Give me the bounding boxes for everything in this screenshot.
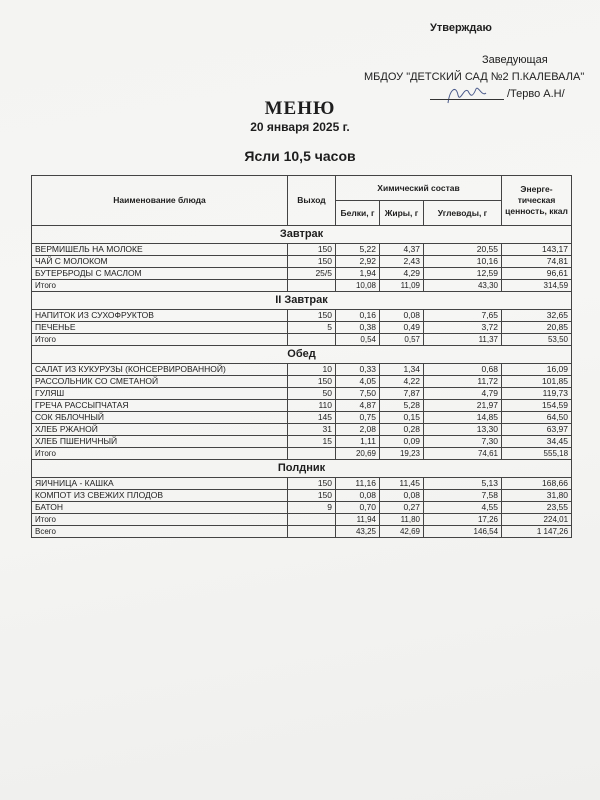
cell-carbs: 4,79: [424, 388, 502, 400]
cell-output: 5: [288, 322, 336, 334]
approval-signer: /Терво А.Н/: [507, 88, 565, 100]
table-row: [32, 244, 572, 256]
cell-output: 31: [288, 424, 336, 436]
cell-protein: 0,70: [336, 502, 380, 514]
total-energy: 224,01: [502, 514, 572, 526]
cell-protein: 5,22: [336, 244, 380, 256]
cell-fat: 0,09: [380, 436, 424, 448]
cell-output: 110: [288, 400, 336, 412]
cell-protein: 11,16: [336, 478, 380, 490]
cell-name: САЛАТ ИЗ КУКУРУЗЫ (КОНСЕРВИРОВАННОЙ): [32, 364, 288, 376]
cell-protein: 7,50: [336, 388, 380, 400]
cell-output: 150: [288, 310, 336, 322]
cell-carbs: 4,55: [424, 502, 502, 514]
table-row: [32, 424, 572, 436]
cell-energy: 16,09: [502, 364, 572, 376]
section-title: II Завтрак: [32, 292, 572, 310]
total-energy: 314,59: [502, 280, 572, 292]
header-chem: Химический состав: [336, 176, 502, 201]
cell-output: 150: [288, 376, 336, 388]
table-row: [32, 412, 572, 424]
page-title: МЕНЮ: [264, 98, 336, 119]
cell-output: 25/5: [288, 268, 336, 280]
cell-carbs: 11,72: [424, 376, 502, 388]
total-protein: 11,94: [336, 514, 380, 526]
cell-carbs: 7,30: [424, 436, 502, 448]
cell-energy: 74,81: [502, 256, 572, 268]
cell-protein: 2,92: [336, 256, 380, 268]
cell-protein: 0,33: [336, 364, 380, 376]
cell-carbs: 13,30: [424, 424, 502, 436]
approval-label: Утверждаю: [430, 22, 492, 34]
cell-fat: 0,08: [380, 310, 424, 322]
section-row: [32, 460, 572, 478]
table-row: [32, 478, 572, 490]
table-row: [32, 268, 572, 280]
total-fat: 11,09: [380, 280, 424, 292]
cell-carbs: 3,72: [424, 322, 502, 334]
cell-energy: 20,85: [502, 322, 572, 334]
cell-fat: 5,28: [380, 400, 424, 412]
cell-name: ПЕЧЕНЬЕ: [32, 322, 288, 334]
cell-name: ВЕРМИШЕЛЬ НА МОЛОКЕ: [32, 244, 288, 256]
section-title: Полдник: [32, 460, 572, 478]
total-row: [32, 280, 572, 292]
cell-carbs: 14,85: [424, 412, 502, 424]
header-output: Выход: [288, 176, 336, 226]
section-row: [32, 292, 572, 310]
cell-name: ХЛЕБ РЖАНОЙ: [32, 424, 288, 436]
cell-energy: 63,97: [502, 424, 572, 436]
table-row: [32, 256, 572, 268]
grand-total-label: Всего: [32, 526, 288, 538]
section-title: Завтрак: [32, 226, 572, 244]
total-protein: 0,54: [336, 334, 380, 346]
grand-total-output: [288, 526, 336, 538]
grand-total-energy: 1 147,26: [502, 526, 572, 538]
cell-output: 9: [288, 502, 336, 514]
section-row: [32, 226, 572, 244]
cell-name: ГУЛЯШ: [32, 388, 288, 400]
menu-date: 20 января 2025 г.: [250, 120, 350, 134]
cell-name: НАПИТОК ИЗ СУХОФРУКТОВ: [32, 310, 288, 322]
table-row: [32, 436, 572, 448]
total-row: [32, 514, 572, 526]
header-energy: Энерге-тическая ценность, ккал: [502, 176, 572, 226]
cell-protein: 2,08: [336, 424, 380, 436]
menu-table: [31, 175, 572, 538]
header-fat: Жиры, г: [380, 201, 424, 226]
cell-protein: 0,38: [336, 322, 380, 334]
cell-protein: 4,87: [336, 400, 380, 412]
cell-fat: 4,22: [380, 376, 424, 388]
cell-name: РАССОЛЬНИК СО СМЕТАНОЙ: [32, 376, 288, 388]
cell-name: ГРЕЧА РАССЫПЧАТАЯ: [32, 400, 288, 412]
cell-name: КОМПОТ ИЗ СВЕЖИХ ПЛОДОВ: [32, 490, 288, 502]
cell-energy: 34,45: [502, 436, 572, 448]
table-row: [32, 490, 572, 502]
cell-fat: 0,27: [380, 502, 424, 514]
cell-fat: 0,28: [380, 424, 424, 436]
cell-carbs: 5,13: [424, 478, 502, 490]
cell-carbs: 20,55: [424, 244, 502, 256]
total-label: Итого: [32, 334, 288, 346]
menu-subtitle: Ясли 10,5 часов: [244, 148, 356, 164]
cell-fat: 4,37: [380, 244, 424, 256]
total-carbs: 11,37: [424, 334, 502, 346]
cell-output: 150: [288, 256, 336, 268]
cell-name: ЯИЧНИЦА - КАШКА: [32, 478, 288, 490]
cell-energy: 64,50: [502, 412, 572, 424]
header-protein: Белки, г: [336, 201, 380, 226]
total-label: Итого: [32, 514, 288, 526]
total-output: [288, 514, 336, 526]
cell-energy: 96,61: [502, 268, 572, 280]
cell-fat: 1,34: [380, 364, 424, 376]
section-title: Обед: [32, 346, 572, 364]
cell-carbs: 21,97: [424, 400, 502, 412]
header-name: Наименование блюда: [32, 176, 288, 226]
cell-fat: 11,45: [380, 478, 424, 490]
approval-organization: МБДОУ "ДЕТСКИЙ САД №2 П.КАЛЕВАЛА": [364, 71, 585, 83]
cell-name: БУТЕРБРОДЫ С МАСЛОМ: [32, 268, 288, 280]
total-carbs: 17,26: [424, 514, 502, 526]
grand-total-row: [32, 526, 572, 538]
cell-energy: 143,17: [502, 244, 572, 256]
cell-fat: 0,15: [380, 412, 424, 424]
cell-fat: 0,49: [380, 322, 424, 334]
grand-total-carbs: 146,54: [424, 526, 502, 538]
cell-output: 150: [288, 478, 336, 490]
cell-carbs: 12,59: [424, 268, 502, 280]
cell-protein: 0,75: [336, 412, 380, 424]
table-row: [32, 388, 572, 400]
cell-output: 145: [288, 412, 336, 424]
cell-name: ЧАЙ С МОЛОКОМ: [32, 256, 288, 268]
table-row: [32, 502, 572, 514]
cell-output: 150: [288, 490, 336, 502]
section-row: [32, 346, 572, 364]
cell-protein: 1,94: [336, 268, 380, 280]
cell-name: СОК ЯБЛОЧНЫЙ: [32, 412, 288, 424]
total-protein: 10,08: [336, 280, 380, 292]
cell-output: 50: [288, 388, 336, 400]
total-carbs: 43,30: [424, 280, 502, 292]
total-fat: 11,80: [380, 514, 424, 526]
cell-carbs: 7,65: [424, 310, 502, 322]
table-row: [32, 310, 572, 322]
total-label: Итого: [32, 448, 288, 460]
cell-fat: 7,87: [380, 388, 424, 400]
cell-energy: 154,59: [502, 400, 572, 412]
cell-fat: 0,08: [380, 490, 424, 502]
header-carbs: Углеводы, г: [424, 201, 502, 226]
total-label: Итого: [32, 280, 288, 292]
table-row: [32, 364, 572, 376]
cell-energy: 31,80: [502, 490, 572, 502]
total-output: [288, 280, 336, 292]
table-header-row: [32, 176, 572, 201]
total-carbs: 74,61: [424, 448, 502, 460]
cell-name: ХЛЕБ ПШЕНИЧНЫЙ: [32, 436, 288, 448]
total-row: [32, 448, 572, 460]
total-energy: 53,50: [502, 334, 572, 346]
table-row: [32, 322, 572, 334]
cell-output: 15: [288, 436, 336, 448]
cell-fat: 4,29: [380, 268, 424, 280]
grand-total-fat: 42,69: [380, 526, 424, 538]
table-row: [32, 400, 572, 412]
cell-energy: 101,85: [502, 376, 572, 388]
cell-output: 150: [288, 244, 336, 256]
cell-protein: 1,11: [336, 436, 380, 448]
cell-energy: 168,66: [502, 478, 572, 490]
total-fat: 0,57: [380, 334, 424, 346]
total-energy: 555,18: [502, 448, 572, 460]
total-output: [288, 448, 336, 460]
total-row: [32, 334, 572, 346]
approval-position: Заведующая: [482, 54, 548, 66]
total-fat: 19,23: [380, 448, 424, 460]
cell-fat: 2,43: [380, 256, 424, 268]
cell-name: БАТОН: [32, 502, 288, 514]
total-protein: 20,69: [336, 448, 380, 460]
grand-total-protein: 43,25: [336, 526, 380, 538]
cell-protein: 0,08: [336, 490, 380, 502]
cell-output: 10: [288, 364, 336, 376]
cell-energy: 119,73: [502, 388, 572, 400]
total-output: [288, 334, 336, 346]
cell-carbs: 10,16: [424, 256, 502, 268]
cell-carbs: 7,58: [424, 490, 502, 502]
cell-energy: 23,55: [502, 502, 572, 514]
cell-protein: 4,05: [336, 376, 380, 388]
cell-carbs: 0,68: [424, 364, 502, 376]
cell-energy: 32,65: [502, 310, 572, 322]
table-row: [32, 376, 572, 388]
cell-protein: 0,16: [336, 310, 380, 322]
